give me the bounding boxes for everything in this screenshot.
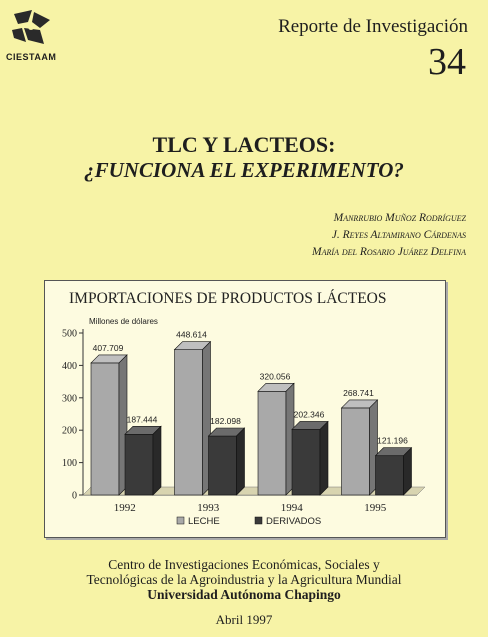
chart-ylabel: Millones de dólares [89, 317, 158, 326]
bar-derivados-1994 [292, 429, 320, 495]
bar-leche-1995 [342, 408, 370, 495]
institution-block [0, 557, 488, 602]
x-tick-label-1995: 1995 [364, 502, 387, 514]
bar-derivados-1995 [376, 456, 404, 495]
bar-leche-1994 [258, 391, 286, 495]
bar-leche-1992 [91, 363, 119, 495]
author-1: Manrrubio Muñoz Rodríguez [333, 212, 466, 224]
y-tick-label-400: 400 [62, 360, 77, 372]
publication-date: Abril 1997 [215, 612, 273, 627]
bar-derivados-1993-label: 182.098 [210, 416, 241, 427]
bar-derivados-1992-label: 187.444 [126, 414, 158, 425]
report-subtitle: ¿FUNCIONA EL EXPERIMENTO? [84, 158, 404, 182]
bar-derivados-1995-label: 121.196 [377, 435, 408, 446]
imports-chart [44, 280, 446, 538]
bar-leche-1993 [175, 350, 203, 495]
bar-derivados-1992 [125, 434, 153, 495]
report-title: TLC Y LACTEOS: [152, 132, 336, 157]
x-tick-label-1992: 1992 [113, 502, 136, 514]
bar-derivados-1992-side [153, 426, 161, 495]
bar-derivados-1994-side [320, 421, 328, 495]
bar-derivados-1993-side [237, 428, 245, 495]
y-tick-label-100: 100 [62, 458, 77, 470]
legend-label-derivados: DERIVADOS [266, 516, 322, 527]
y-tick-label-0: 0 [72, 490, 77, 502]
logo-text: CIESTAAM [6, 52, 57, 62]
y-tick-label-300: 300 [62, 393, 77, 405]
authors-list [312, 210, 466, 261]
author-3: María del Rosario Juárez Delfina [312, 246, 466, 258]
bar-derivados-1994-label: 202.346 [293, 409, 325, 420]
bar-leche-1992-label: 407.709 [92, 342, 124, 353]
bar-derivados-1993 [209, 436, 237, 495]
legend-swatch-leche [177, 517, 184, 524]
bar-leche-1994-label: 320.056 [259, 371, 291, 382]
y-tick-label-200: 200 [62, 425, 77, 437]
bar-derivados-1995-side [404, 448, 412, 495]
chart-canvas [45, 281, 445, 537]
legend-label-leche: LECHE [188, 516, 220, 527]
university-name: Universidad Autónoma Chapingo [147, 587, 341, 602]
logo-emblem-icon [4, 8, 68, 52]
x-tick-label-1993: 1993 [197, 502, 220, 514]
x-tick-label-1994: 1994 [280, 502, 303, 514]
series-label: Reporte de Investigación [278, 16, 468, 37]
chart-title: IMPORTACIONES DE PRODUCTOS LÁCTEOS [69, 290, 387, 307]
bar-leche-1995-label: 268.741 [343, 387, 374, 398]
author-2: J. Reyes Altamirano Cárdenas [331, 229, 466, 241]
institution-line-1: Centro de Investigaciones Económicas, Sociales y [108, 557, 380, 572]
legend-swatch-derivados [255, 517, 262, 524]
y-tick-label-500: 500 [62, 328, 77, 340]
ciestaam-logo [4, 8, 68, 64]
bar-leche-1993-label: 448.614 [176, 329, 207, 340]
series-number: 34 [428, 41, 466, 83]
institution-line-2: Tecnológicas de la Agroindustria y la Agricultura Mundial [86, 572, 402, 587]
